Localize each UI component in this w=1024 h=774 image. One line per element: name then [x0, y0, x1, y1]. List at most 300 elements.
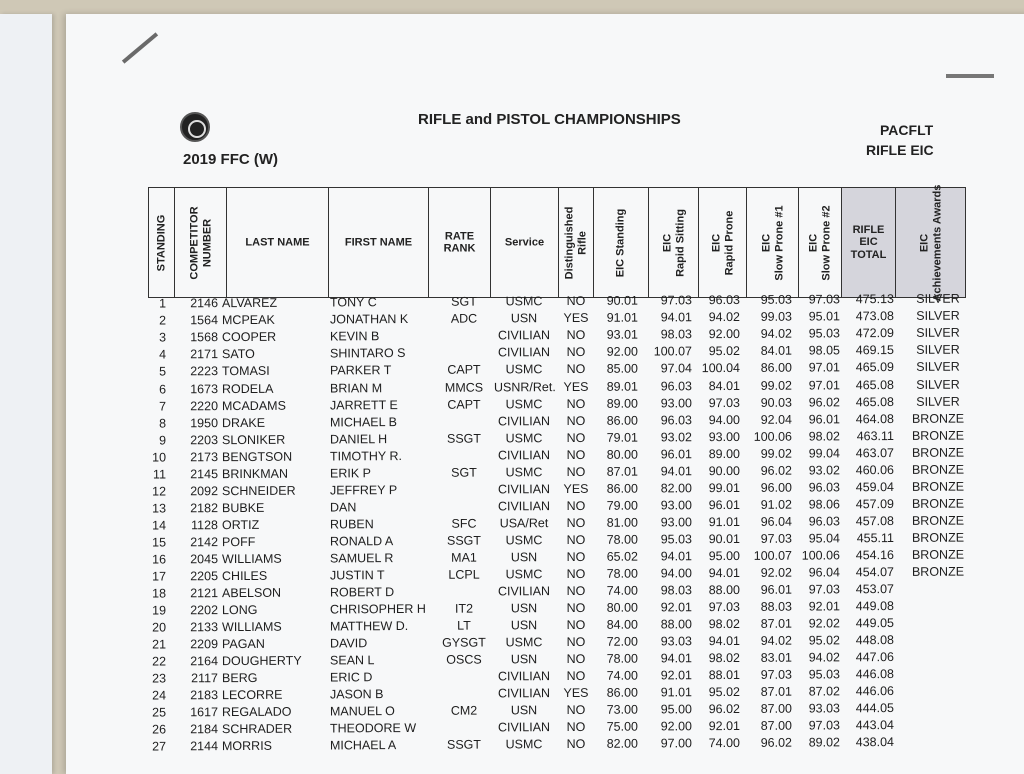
cell-slow-prone-2: 98.02: [796, 429, 840, 443]
cell-rapid-sitting: 96.03: [646, 379, 692, 393]
cell-slow-prone-2: 97.03: [796, 292, 840, 306]
cell-rate-rank: GYSGT: [442, 636, 486, 650]
cell-standing: 2: [148, 314, 166, 328]
cell-slow-prone-2: 93.03: [796, 702, 840, 716]
cell-distinguished: NO: [562, 294, 590, 308]
cell-distinguished: NO: [562, 362, 590, 376]
cell-award: BRONZE: [908, 445, 968, 459]
cell-slow-prone-2: 96.02: [796, 395, 840, 409]
adjacent-page: [0, 14, 52, 774]
cell-eic-standing: 79.00: [594, 499, 638, 513]
cell-rifle-eic-total: 453.07: [848, 582, 894, 596]
cell-rate-rank: MA1: [442, 550, 486, 564]
cell-rate-rank: ADC: [442, 312, 486, 326]
cell-last-name: SCHNEIDER: [222, 484, 332, 499]
cell-service: CIVILIAN: [494, 345, 554, 359]
cell-distinguished: NO: [562, 737, 590, 751]
cell-rate-rank: SSGT: [442, 738, 486, 752]
cell-slow-prone-2: 95.02: [796, 633, 840, 647]
cell-distinguished: NO: [562, 652, 590, 666]
cell-last-name: REGALADO: [222, 705, 332, 720]
cell-last-name: BRINKMAN: [222, 466, 332, 481]
cell-distinguished: NO: [562, 584, 590, 598]
cell-rifle-eic-total: 469.15: [848, 343, 894, 357]
cell-last-name: POFF: [222, 535, 332, 550]
cell-award: SILVER: [908, 326, 968, 340]
column-header-competitor: [175, 187, 227, 298]
cell-eic-standing: 90.01: [594, 294, 638, 308]
cell-rifle-eic-total: 472.09: [848, 326, 894, 340]
cell-service: CIVILIAN: [494, 720, 554, 734]
cell-slow-prone-1: 92.02: [746, 565, 792, 579]
cell-standing: 4: [148, 348, 166, 362]
cell-standing: 6: [148, 382, 166, 396]
page-title: RIFLE and PISTOL CHAMPIONSHIPS: [418, 111, 681, 128]
cell-competitor-number: 1568: [182, 330, 218, 344]
cell-first-name: KEVIN B: [330, 329, 440, 344]
cell-standing: 14: [148, 519, 166, 533]
cell-competitor-number: 2183: [182, 688, 218, 702]
cell-slow-prone-1: 97.03: [746, 532, 792, 546]
cell-rifle-eic-total: 460.06: [848, 463, 894, 477]
cell-slow-prone-1: 94.02: [746, 327, 792, 341]
cell-award: BRONZE: [908, 411, 968, 425]
cell-service: CIVILIAN: [494, 584, 554, 598]
cell-service: USN: [494, 618, 554, 632]
cell-slow-prone-1: 100.06: [746, 429, 792, 443]
column-header-total: [842, 187, 896, 298]
cell-slow-prone-2: 96.03: [796, 480, 840, 494]
cell-rate-rank: MMCS: [442, 380, 486, 394]
cell-rate-rank: IT2: [442, 601, 486, 615]
cell-rapid-prone: 97.03: [698, 600, 740, 614]
cell-rapid-prone: 88.00: [698, 583, 740, 597]
cell-eic-standing: 89.01: [594, 379, 638, 393]
cell-rifle-eic-total: 465.08: [848, 395, 894, 409]
cell-distinguished: NO: [562, 396, 590, 410]
cell-distinguished: NO: [562, 618, 590, 632]
cell-award: BRONZE: [908, 547, 968, 561]
cell-rapid-sitting: 97.00: [646, 737, 692, 751]
cell-first-name: TONY C: [330, 295, 440, 310]
cell-award: SILVER: [908, 292, 968, 306]
cell-rifle-eic-total: 473.08: [848, 309, 894, 323]
cell-service: CIVILIAN: [494, 482, 554, 496]
cell-slow-prone-1: 88.03: [746, 600, 792, 614]
cell-rapid-prone: 90.01: [698, 532, 740, 546]
cell-first-name: ROBERT D: [330, 585, 440, 600]
cell-slow-prone-2: 98.06: [796, 498, 840, 512]
cell-competitor-number: 1950: [182, 416, 218, 430]
cell-first-name: DAN: [330, 500, 440, 515]
cell-standing: 15: [148, 536, 166, 550]
cell-rapid-sitting: 88.00: [646, 617, 692, 631]
column-header-slow1: [747, 187, 799, 298]
cell-first-name: MICHAEL B: [330, 414, 440, 429]
column-header-label: RATE RANK: [444, 230, 476, 255]
cell-competitor-number: 1617: [182, 705, 218, 719]
cell-rapid-prone: 94.01: [698, 566, 740, 580]
cell-slow-prone-2: 96.03: [796, 515, 840, 529]
cell-rate-rank: CAPT: [442, 397, 486, 411]
cell-distinguished: NO: [562, 448, 590, 462]
column-header-first: [329, 187, 429, 298]
cell-standing: 22: [148, 655, 166, 669]
cell-rifle-eic-total: 454.07: [848, 565, 894, 579]
cell-distinguished: YES: [562, 482, 590, 496]
cell-slow-prone-1: 95.03: [746, 293, 792, 307]
cell-rate-rank: SFC: [442, 517, 486, 531]
cell-last-name: LONG: [222, 602, 332, 617]
cell-first-name: SAMUEL R: [330, 551, 440, 566]
cell-eic-standing: 81.00: [594, 516, 638, 530]
cell-competitor-number: 2045: [182, 552, 218, 566]
cell-award: SILVER: [908, 360, 968, 374]
navy-seal-logo: [180, 112, 210, 142]
cell-first-name: RONALD A: [330, 534, 440, 549]
cell-slow-prone-2: 97.01: [796, 378, 840, 392]
staple: [946, 74, 994, 78]
cell-eic-standing: 74.00: [594, 669, 638, 683]
cell-first-name: BRIAN M: [330, 380, 440, 395]
cell-award: SILVER: [908, 377, 968, 391]
cell-competitor-number: 2220: [182, 399, 218, 413]
cell-rifle-eic-total: 447.06: [848, 650, 894, 664]
cell-rate-rank: SSGT: [442, 534, 486, 548]
cell-competitor-number: 2146: [182, 296, 218, 310]
cell-eic-standing: 75.00: [594, 720, 638, 734]
cell-service: CIVILIAN: [494, 448, 554, 462]
cell-rapid-sitting: 93.00: [646, 396, 692, 410]
cell-service: USNR/Ret.: [494, 380, 554, 394]
cell-service: USMC: [494, 397, 554, 411]
cell-distinguished: NO: [562, 550, 590, 564]
cell-competitor-number: 2173: [182, 450, 218, 464]
cell-rapid-sitting: 93.00: [646, 516, 692, 530]
column-header-last: [227, 187, 329, 298]
cell-service: USMC: [494, 635, 554, 649]
cell-standing: 10: [148, 450, 166, 464]
cell-rapid-sitting: 95.03: [646, 533, 692, 547]
cell-first-name: DANIEL H: [330, 432, 440, 447]
cell-competitor-number: 2182: [182, 501, 218, 515]
column-header-label: STANDING: [155, 214, 168, 271]
cell-last-name: ALVAREZ: [222, 295, 332, 310]
cell-distinguished: NO: [562, 345, 590, 359]
cell-award: BRONZE: [908, 480, 968, 494]
cell-standing: 9: [148, 433, 166, 447]
cell-rapid-prone: 98.02: [698, 617, 740, 631]
cell-slow-prone-1: 96.02: [746, 736, 792, 750]
cell-slow-prone-1: 99.02: [746, 447, 792, 461]
column-header-eic_standing: [594, 187, 649, 298]
cell-slow-prone-1: 100.07: [746, 548, 792, 562]
cell-rifle-eic-total: 463.11: [848, 429, 894, 443]
cell-rate-rank: SSGT: [442, 431, 486, 445]
cell-rate-rank: CAPT: [442, 363, 486, 377]
cell-distinguished: YES: [562, 379, 590, 393]
cell-standing: 27: [148, 740, 166, 754]
cell-standing: 3: [148, 331, 166, 345]
cell-first-name: TIMOTHY R.: [330, 449, 440, 464]
cell-rapid-prone: 92.00: [698, 327, 740, 341]
cell-rapid-prone: 95.02: [698, 344, 740, 358]
cell-eic-standing: 65.02: [594, 549, 638, 563]
column-header-label: EIC Rapid Prone: [710, 210, 735, 275]
cell-last-name: BUBKE: [222, 501, 332, 516]
cell-rapid-prone: 89.00: [698, 447, 740, 461]
cell-rapid-prone: 84.01: [698, 378, 740, 392]
cell-last-name: MORRIS: [222, 739, 332, 754]
cell-service: USN: [494, 601, 554, 615]
cell-rapid-prone: 99.01: [698, 481, 740, 495]
cell-rapid-sitting: 94.01: [646, 651, 692, 665]
cell-last-name: COOPER: [222, 330, 332, 345]
cell-distinguished: NO: [562, 669, 590, 683]
cell-slow-prone-2: 93.02: [796, 463, 840, 477]
cell-slow-prone-2: 97.01: [796, 361, 840, 375]
cell-rapid-sitting: 92.01: [646, 668, 692, 682]
cell-competitor-number: 2142: [182, 536, 218, 550]
cell-rifle-eic-total: 465.09: [848, 360, 894, 374]
cell-slow-prone-2: 94.02: [796, 650, 840, 664]
cell-first-name: MICHAEL A: [330, 738, 440, 753]
cell-standing: 25: [148, 706, 166, 720]
cell-first-name: THEODORE W: [330, 721, 440, 736]
cell-rapid-sitting: 94.01: [646, 310, 692, 324]
cell-eic-standing: 79.01: [594, 430, 638, 444]
cell-slow-prone-2: 99.04: [796, 446, 840, 460]
cell-competitor-number: 2164: [182, 654, 218, 668]
column-header-label: EIC Achievements Awards: [918, 184, 943, 301]
cell-rate-rank: CM2: [442, 704, 486, 718]
cell-first-name: ERIC D: [330, 670, 440, 685]
cell-rapid-sitting: 96.03: [646, 413, 692, 427]
cell-eic-standing: 85.00: [594, 362, 638, 376]
cell-competitor-number: 2209: [182, 637, 218, 651]
cell-rate-rank: LT: [442, 618, 486, 632]
cell-eic-standing: 92.00: [594, 345, 638, 359]
column-header-label: EIC Slow Prone #2: [807, 205, 832, 280]
cell-competitor-number: 2202: [182, 603, 218, 617]
cell-last-name: SCHRADER: [222, 722, 332, 737]
cell-slow-prone-2: 95.04: [796, 532, 840, 546]
cell-distinguished: YES: [562, 311, 590, 325]
column-header-label: COMPETITOR NUMBER: [188, 206, 213, 279]
cell-eic-standing: 73.00: [594, 703, 638, 717]
cell-rapid-prone: 98.02: [698, 651, 740, 665]
cell-standing: 20: [148, 620, 166, 634]
cell-first-name: MATTHEW D.: [330, 619, 440, 634]
cell-rapid-sitting: 97.03: [646, 293, 692, 307]
cell-eic-standing: 78.00: [594, 652, 638, 666]
cell-standing: 21: [148, 637, 166, 651]
column-header-label: LAST NAME: [245, 236, 309, 249]
cell-eic-standing: 91.01: [594, 311, 638, 325]
cell-last-name: ORTIZ: [222, 518, 332, 533]
cell-rifle-eic-total: 448.08: [848, 633, 894, 647]
cell-service: USMC: [494, 431, 554, 445]
cell-rapid-prone: 95.00: [698, 549, 740, 563]
cell-rapid-sitting: 98.03: [646, 583, 692, 597]
cell-first-name: CHRISOPHER H: [330, 602, 440, 617]
cell-eic-standing: 74.00: [594, 583, 638, 597]
cell-award: BRONZE: [908, 514, 968, 528]
cell-slow-prone-2: 92.01: [796, 599, 840, 613]
cell-standing: 11: [148, 467, 166, 481]
cell-competitor-number: 2144: [182, 739, 218, 753]
cell-rifle-eic-total: 464.08: [848, 412, 894, 426]
cell-competitor-number: 2145: [182, 467, 218, 481]
cell-service: USN: [494, 550, 554, 564]
cell-rifle-eic-total: 449.08: [848, 599, 894, 613]
cell-rapid-prone: 100.04: [698, 361, 740, 375]
cell-slow-prone-2: 95.01: [796, 309, 840, 323]
cell-distinguished: NO: [562, 328, 590, 342]
cell-standing: 24: [148, 689, 166, 703]
cell-rapid-prone: 88.01: [698, 668, 740, 682]
cell-standing: 23: [148, 672, 166, 686]
cell-first-name: JASON B: [330, 687, 440, 702]
cell-distinguished: NO: [562, 703, 590, 717]
cell-competitor-number: 2133: [182, 620, 218, 634]
cell-slow-prone-1: 87.01: [746, 617, 792, 631]
cell-slow-prone-1: 99.02: [746, 378, 792, 392]
cell-slow-prone-2: 100.06: [796, 548, 840, 562]
cell-distinguished: NO: [562, 567, 590, 581]
cell-service: USMC: [494, 465, 554, 479]
cell-service: CIVILIAN: [494, 414, 554, 428]
cell-service: USMC: [494, 294, 554, 308]
cell-last-name: SATO: [222, 347, 332, 362]
cell-first-name: MANUEL O: [330, 704, 440, 719]
cell-distinguished: NO: [562, 720, 590, 734]
cell-last-name: WILLIAMS: [222, 551, 332, 566]
cell-rifle-eic-total: 449.05: [848, 616, 894, 630]
cell-competitor-number: 2205: [182, 569, 218, 583]
cell-rapid-prone: 90.00: [698, 464, 740, 478]
cell-service: USMC: [494, 567, 554, 581]
cell-slow-prone-2: 95.03: [796, 667, 840, 681]
column-header-label: EIC Slow Prone #1: [760, 205, 785, 280]
cell-rapid-sitting: 96.01: [646, 447, 692, 461]
cell-competitor-number: 2203: [182, 433, 218, 447]
cell-first-name: PARKER T: [330, 363, 440, 378]
cell-last-name: ABELSON: [222, 585, 332, 600]
cell-competitor-number: 2223: [182, 365, 218, 379]
cell-standing: 19: [148, 603, 166, 617]
cell-distinguished: NO: [562, 601, 590, 615]
cell-slow-prone-1: 96.04: [746, 515, 792, 529]
cell-rapid-sitting: 92.00: [646, 719, 692, 733]
cell-first-name: SEAN L: [330, 653, 440, 668]
cell-rapid-sitting: 82.00: [646, 481, 692, 495]
event-subtitle: 2019 FFC (W): [183, 151, 278, 168]
cell-slow-prone-1: 92.04: [746, 412, 792, 426]
cell-award: SILVER: [908, 394, 968, 408]
cell-rapid-prone: 93.00: [698, 430, 740, 444]
cell-service: USA/Ret: [494, 516, 554, 530]
cell-service: USMC: [494, 533, 554, 547]
cell-eic-standing: 87.01: [594, 465, 638, 479]
cell-distinguished: NO: [562, 516, 590, 530]
cell-rate-rank: LCPL: [442, 567, 486, 581]
cell-rifle-eic-total: 446.06: [848, 684, 894, 698]
cell-eic-standing: 80.00: [594, 600, 638, 614]
cell-distinguished: YES: [562, 686, 590, 700]
cell-rapid-prone: 95.02: [698, 685, 740, 699]
cell-rapid-sitting: 94.00: [646, 566, 692, 580]
cell-eic-standing: 86.00: [594, 482, 638, 496]
cell-slow-prone-2: 92.02: [796, 616, 840, 630]
cell-standing: 18: [148, 586, 166, 600]
cell-service: USN: [494, 703, 554, 717]
cell-standing: 12: [148, 485, 166, 499]
column-header-label: Service: [505, 236, 544, 249]
column-header-label: RIFLE EIC TOTAL: [851, 224, 887, 262]
cell-eic-standing: 89.00: [594, 396, 638, 410]
cell-rapid-sitting: 97.04: [646, 362, 692, 376]
org-label-line2: RIFLE EIC: [866, 142, 934, 158]
cell-rapid-prone: 94.02: [698, 310, 740, 324]
column-header-slow2: [799, 187, 842, 298]
cell-standing: 8: [148, 416, 166, 430]
cell-first-name: ERIK P: [330, 466, 440, 481]
cell-service: USN: [494, 311, 554, 325]
cell-rapid-prone: 94.01: [698, 634, 740, 648]
cell-first-name: SHINTARO S: [330, 346, 440, 361]
column-header-label: EIC Rapid Sitting: [661, 209, 686, 277]
column-header-dist: [559, 187, 594, 298]
cell-last-name: RODELA: [222, 381, 332, 396]
column-header-rapid_sitting: [649, 187, 699, 298]
cell-award: BRONZE: [908, 564, 968, 578]
cell-last-name: MCADAMS: [222, 398, 332, 413]
cell-competitor-number: 1564: [182, 313, 218, 327]
column-header-label: Distinguished Rifle: [563, 206, 588, 279]
cell-rate-rank: SGT: [442, 466, 486, 480]
cell-eic-standing: 86.00: [594, 686, 638, 700]
cell-award: BRONZE: [908, 497, 968, 511]
cell-slow-prone-1: 87.00: [746, 719, 792, 733]
cell-rapid-sitting: 92.01: [646, 600, 692, 614]
cell-competitor-number: 1673: [182, 382, 218, 396]
cell-last-name: TOMASI: [222, 364, 332, 379]
cell-last-name: DRAKE: [222, 415, 332, 430]
cell-slow-prone-2: 87.02: [796, 684, 840, 698]
cell-award: BRONZE: [908, 428, 968, 442]
cell-eic-standing: 93.01: [594, 328, 638, 342]
cell-competitor-number: 2092: [182, 484, 218, 498]
cell-last-name: BENGTSON: [222, 449, 332, 464]
cell-distinguished: NO: [562, 499, 590, 513]
cell-slow-prone-1: 96.02: [746, 464, 792, 478]
cell-service: USN: [494, 652, 554, 666]
cell-rifle-eic-total: 465.08: [848, 378, 894, 392]
cell-rapid-prone: 94.00: [698, 413, 740, 427]
cell-last-name: LECORRE: [222, 688, 332, 703]
cell-standing: 17: [148, 569, 166, 583]
cell-distinguished: NO: [562, 414, 590, 428]
cell-award: BRONZE: [908, 463, 968, 477]
column-header-rank: [429, 187, 491, 298]
cell-rapid-sitting: 93.00: [646, 498, 692, 512]
org-label-line1: PACFLT: [880, 122, 933, 138]
column-header-service: [491, 187, 559, 298]
cell-rapid-sitting: 93.03: [646, 634, 692, 648]
cell-eic-standing: 78.00: [594, 566, 638, 580]
cell-rapid-sitting: 94.01: [646, 464, 692, 478]
